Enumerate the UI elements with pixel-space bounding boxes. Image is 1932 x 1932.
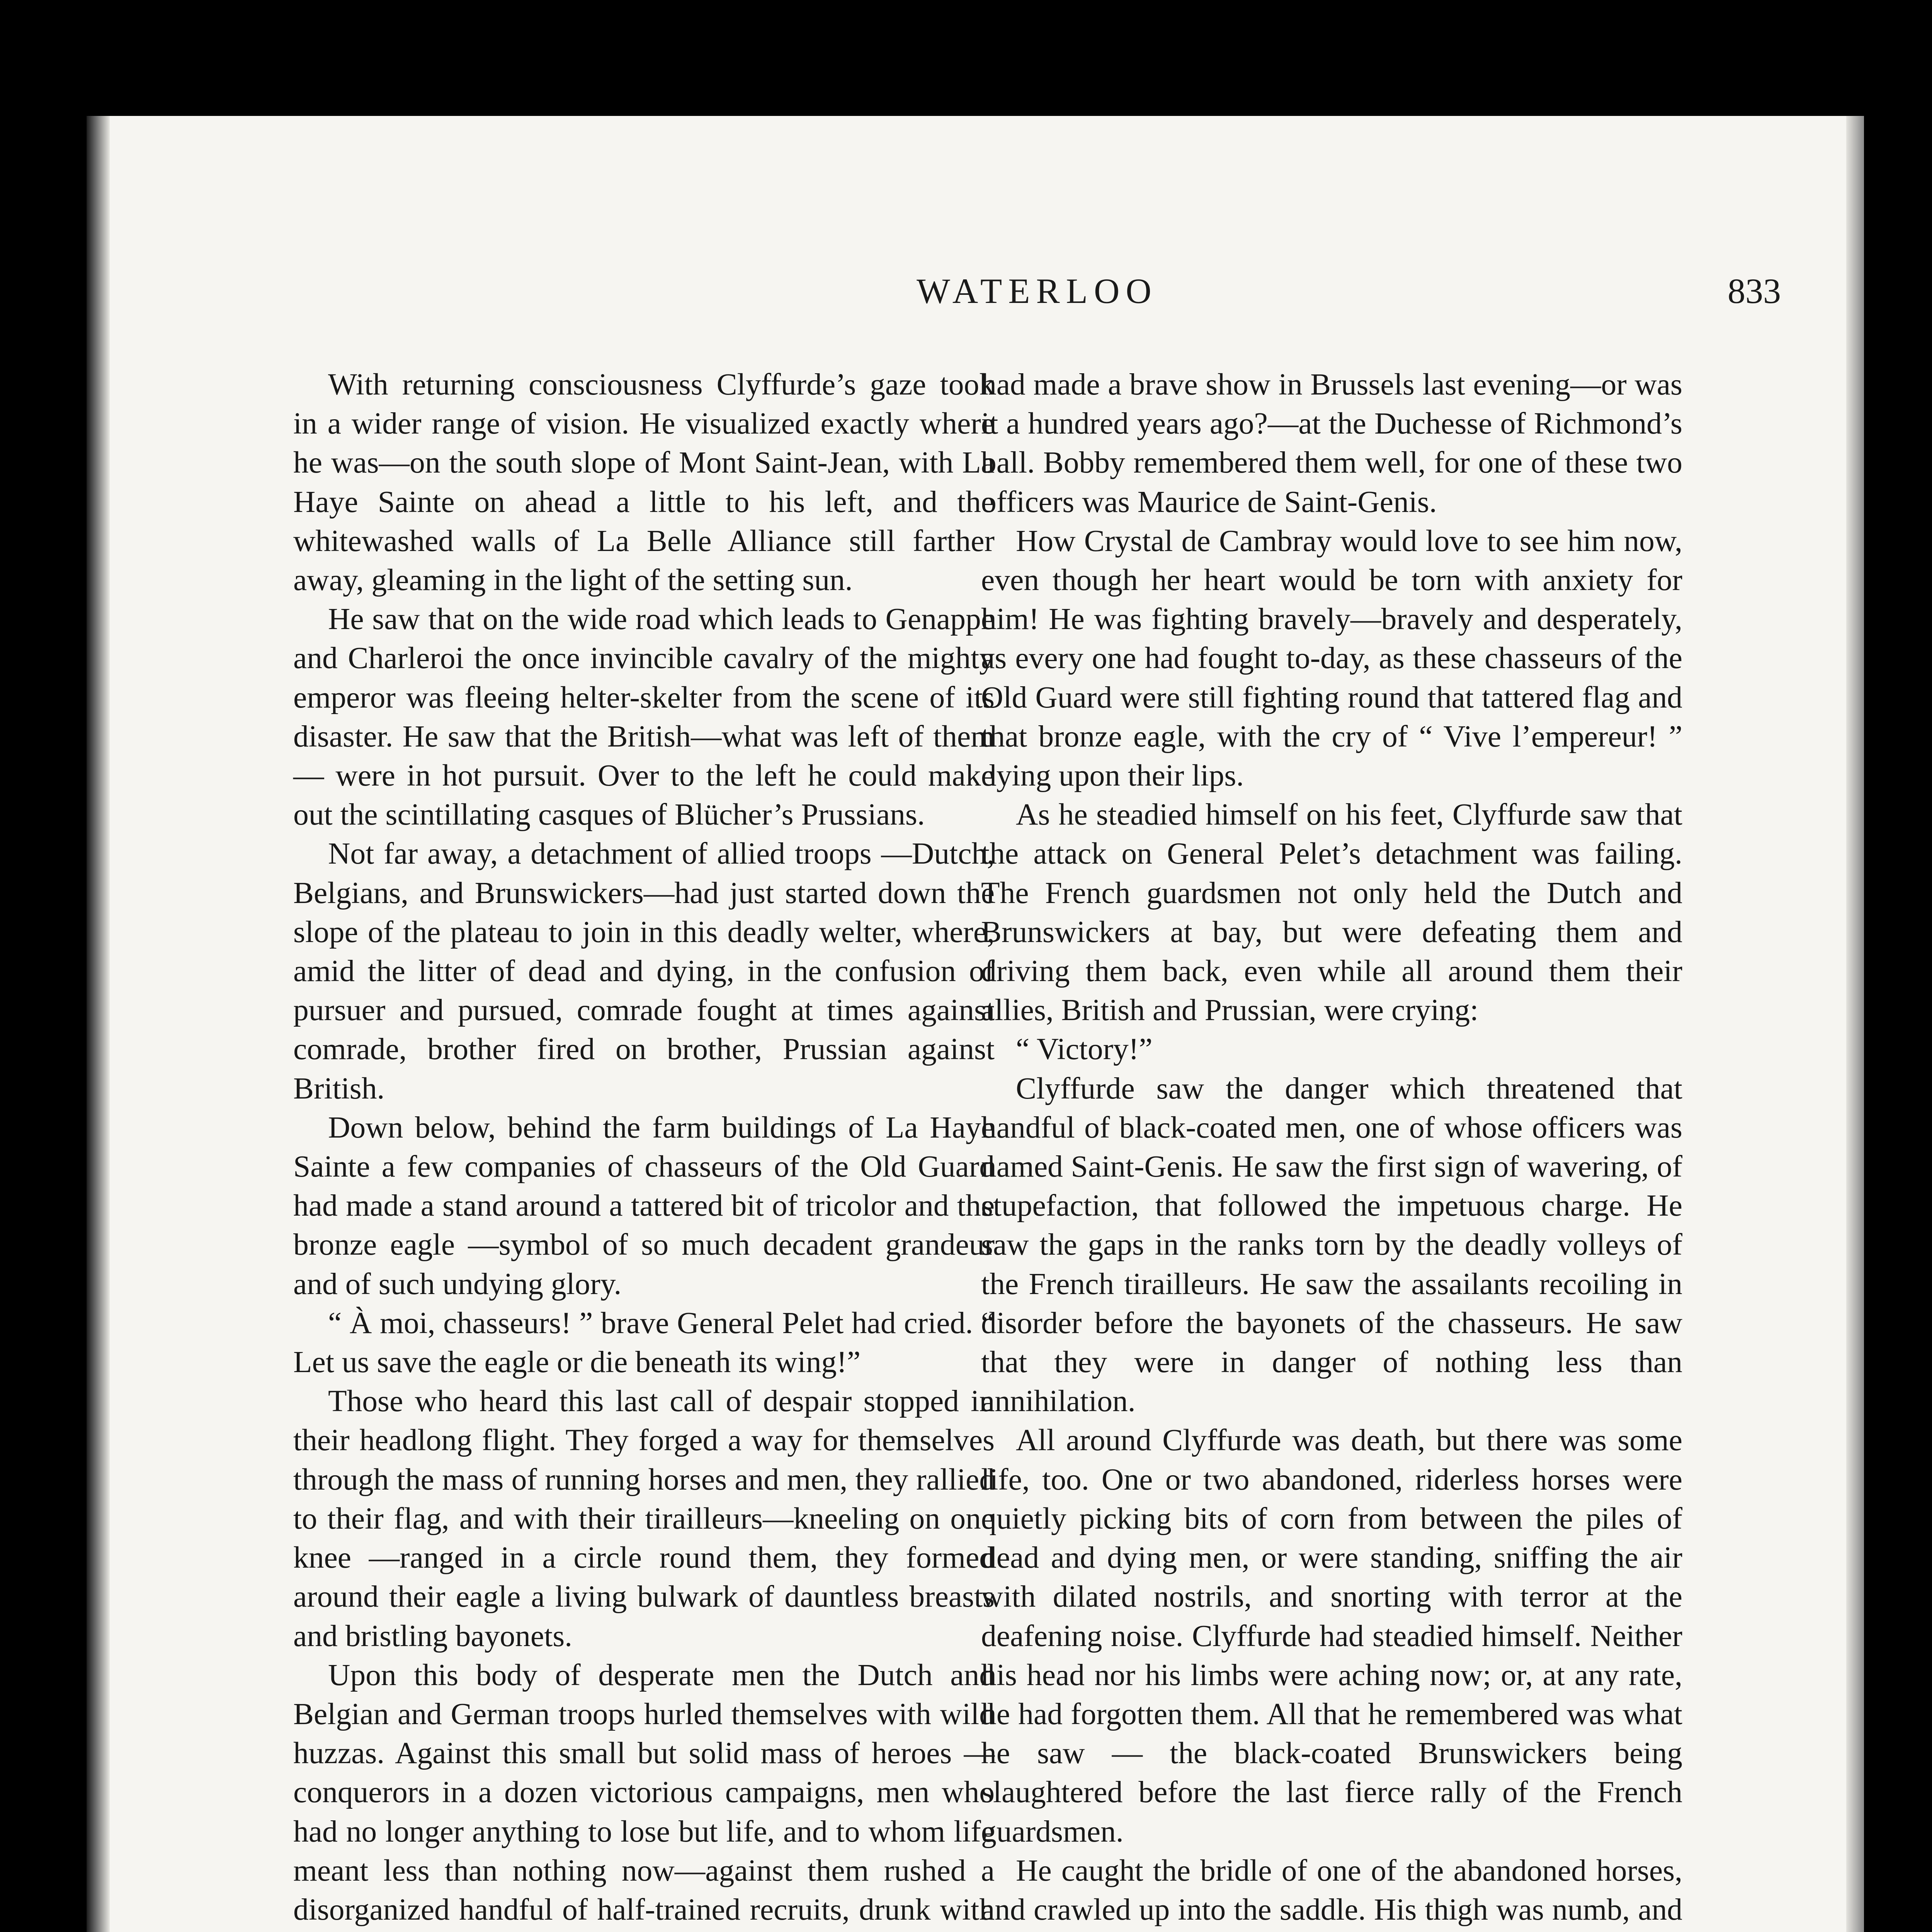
text-column-left [293, 365, 995, 1932]
book-page [87, 116, 1864, 1932]
paragraph: Those who heard this last call of despair stopped in their headlong flight. They forged a way for themselves through the mass of running horses and men, they rallied to their flag, and with their tirailleurs—kneeling on one knee —ranged in a circle round them, they formed around their eagle a living bulwark of dauntless breasts and bristling bayonets. [293, 1384, 995, 1653]
paragraph: He caught the bridle of one of the abandoned horses, and crawled up into the saddle. His thigh was numb, and [981, 1853, 1682, 1927]
paragraph: Upon this body of desperate men the Dutch and Belgian and German troops hurled themselves with wild huzzas. Against this small but solid mass of heroes — conquerors in a dozen victorious campaigns, men who had no longer anything to lose but life, and to whom life meant less than nothing now—against them rushed a disorganized handful of half-trained recruits, drunk with [293, 1658, 995, 1927]
page-edge-shadow [1846, 116, 1864, 1932]
paragraph: He saw that on the wide road which leads to Genappe and Charleroi the once invincible cavalry of the mighty emperor was fleeing helter-skelter from the scene of its disaster. He saw that the British—what was left of them — were in hot pursuit. Over to the left he could make out the scintillating casques of Blücher’s Prussians. [293, 602, 995, 832]
page-gutter-shadow [87, 116, 110, 1932]
text-column-right [981, 365, 1682, 1932]
paragraph: As he steadied himself on his feet, Clyffurde saw that the attack on General Pelet’s detachment was failing. The French guardsmen not only held the Dutch and Brunswickers at bay, but were defeating them and driving them back, even while all around them their allies, British and Prussian, were crying: [981, 798, 1682, 1027]
page-header [293, 270, 1781, 313]
paragraph: Clyffurde saw the danger which threatened that handful of black-coated men, one of whose officers was named Saint-Genis. He saw the first sign of wavering, of stupefaction, that followed the impetuous charge. He saw the gaps in the ranks torn by the deadly volleys of the French tirailleurs. He saw the assailants recoiling in disorder before the bayonets of the chasseurs. He saw that they were in danger of nothing less than annihilation. [981, 1071, 1682, 1418]
paragraph: Not far away, a detachment of allied troops —Dutch, Belgians, and Brunswickers—had just started down the slope of the plateau to join in this deadly welter, where, amid the litter of dead and dying, in the confusion of pursuer and pursued, comrade fought at times against comrade, brother fired on brother, Prussian against British. [293, 837, 995, 1105]
paragraph: “ À moi, chasseurs! ” brave General Pelet had cried. “ Let us save the eagle or die beneath its wing!” [293, 1306, 995, 1379]
paragraph-continuation: had made a brave show in Brussels last evening—or was it a hundred years ago?—at the Duchesse of Richmond’s ball. Bobby remembered them well, for one of these two officers was Maurice de Saint-Genis. [981, 367, 1682, 519]
paragraph: All around Clyffurde was death, but there was some life, too. One or two abandoned, riderless horses were quietly picking bits of corn from between the piles of dead and dying men, or were standing, sniffing the air with dilated nostrils, and snorting with terror at the deafening noise. Clyffurde had steadied himself. Neither his head nor his limbs were aching now; or, at any rate, he had forgotten them. All that he remembered was what he saw — the black-coated Brunswickers being slaughtered before the last fierce rally of the French guardsmen. [981, 1423, 1682, 1849]
paragraph: “ Victory!” [1016, 1032, 1153, 1066]
paragraph: Down below, behind the farm buildings of La Haye Sainte a few companies of chasseurs of the Old Guard had made a stand around a tattered bit of tricolor and the bronze eagle —symbol of so much decadent grandeur and of such undying glory. [293, 1110, 995, 1301]
running-head: WATERLOO [917, 271, 1158, 311]
page-number: 833 [1728, 271, 1781, 311]
paragraph: How Crystal de Cambray would love to see him now, even though her heart would be torn with anxiety for him! He was fighting bravely—bravely and desperately, as every one had fought to-day, as these chasseurs of the Old Guard were still fighting round that tattered flag and that bronze eagle, with the cry of “ Vive l’empereur! ” dying upon their lips. [981, 524, 1682, 793]
paragraph: With returning consciousness Clyffurde’s gaze took in a wider range of vision. He visualized exactly where he was—on the south slope of Mont Saint-Jean, with La Haye Sainte on ahead a little to his left, and the whitewashed walls of La Belle Alliance still farther away, gleaming in the light of the setting sun. [293, 367, 995, 597]
